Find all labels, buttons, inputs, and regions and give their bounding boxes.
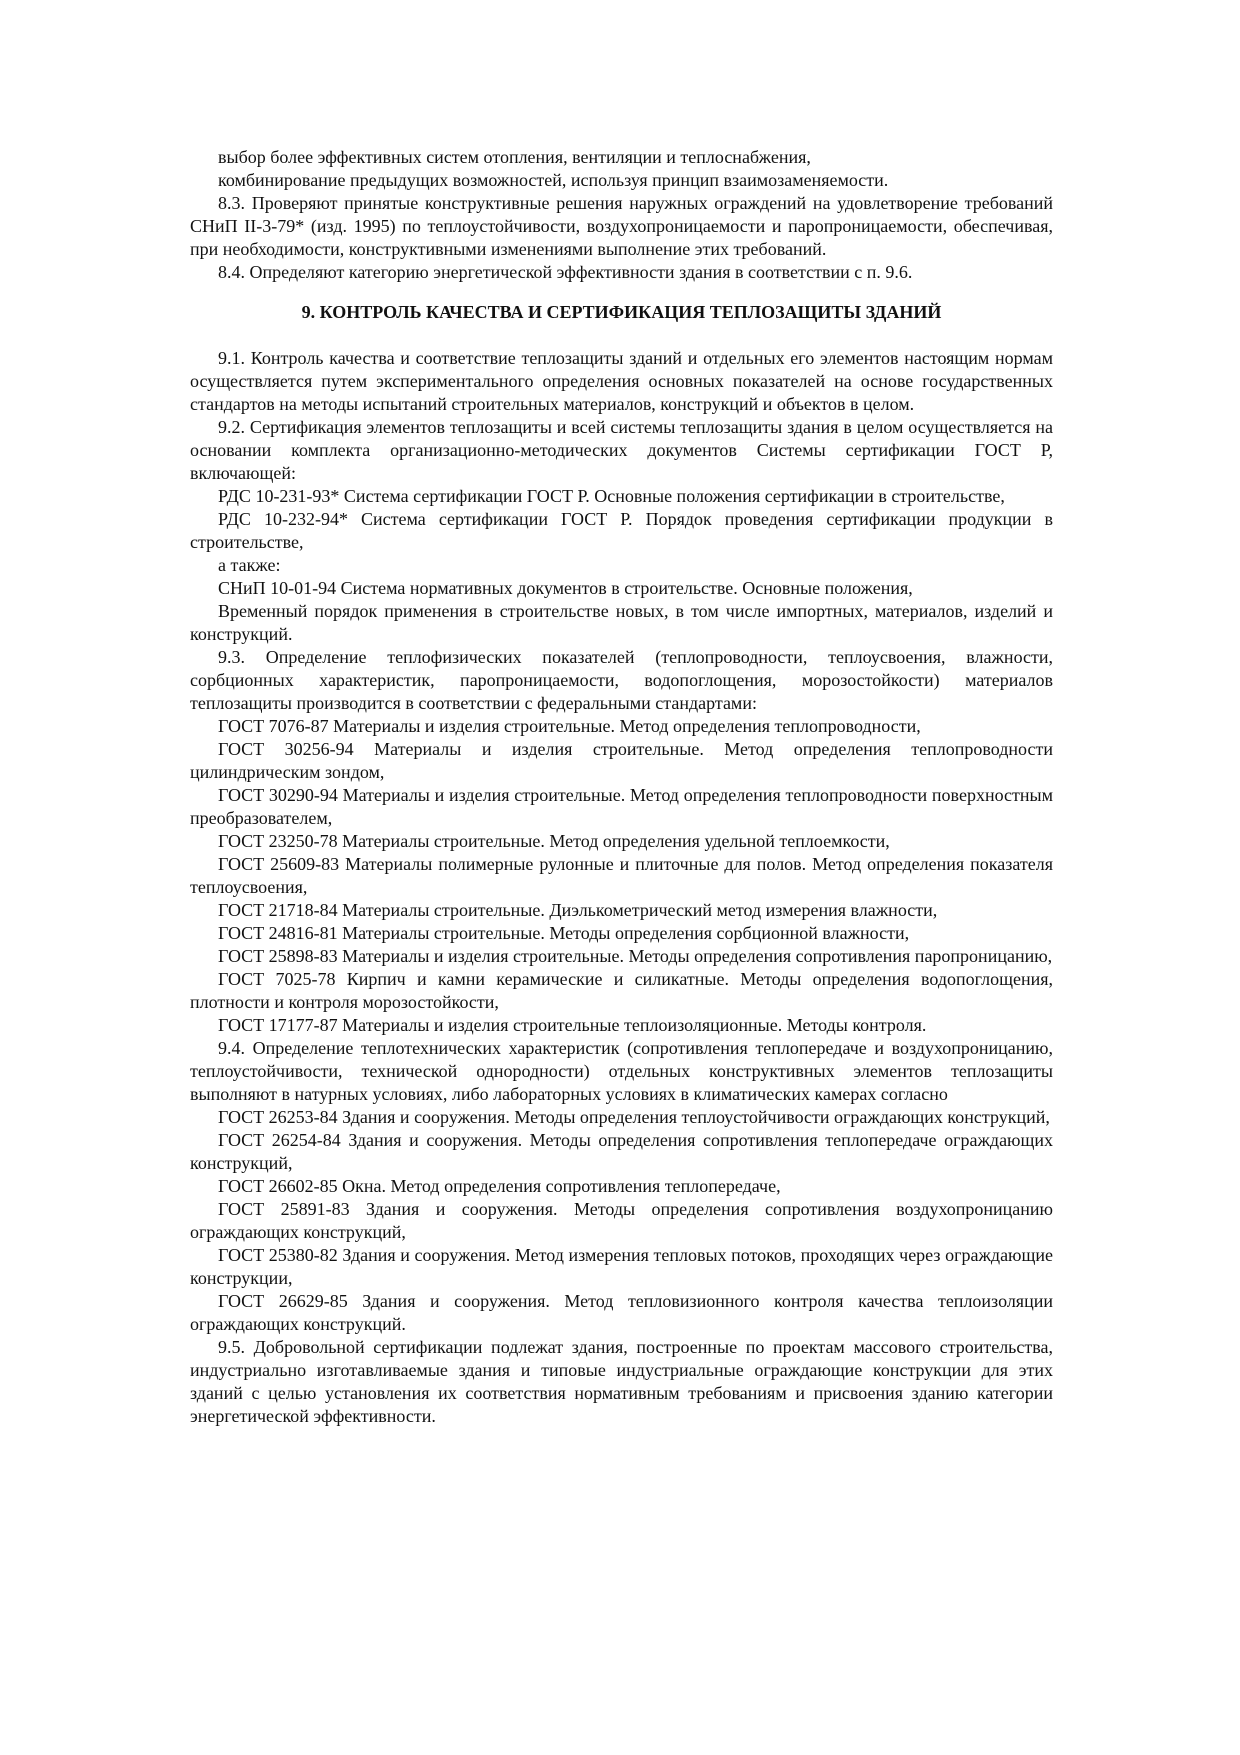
paragraph-9-1: 9.1. Контроль качества и соответствие теплозащиты зданий и отдельных его элементов настоящим нормам осуществляется путем экспериментального определения основных показателей на основе государственных стандартов на методы испытаний строительных материалов, конструкций и объектов в целом. [190,348,1053,414]
paragraph-combination: комбинирование предыдущих возможностей, используя принцип взаимозаменяемости. [218,170,889,190]
paragraph-9-4: 9.4. Определение теплотехнических характеристик (сопротивления теплопередаче и воздухопроницанию, теплоустойчивости, технической однородности) отдельных конструктивных элементов теплозащиты выполняют в натурных условиях, либо лабораторных условиях в климатических камерах согласно [190,1038,1053,1104]
list-item-gost-7025: ГОСТ 7025-78 Кирпич и камни керамические и силикатные. Методы определения водопоглощения, плотности и контроля морозостойкости, [190,969,1053,1012]
list-item-gost-24816: ГОСТ 24816-81 Материалы строительные. Методы определения сорбционной влажности, [218,923,910,943]
list-item-gost-25380: ГОСТ 25380-82 Здания и сооружения. Метод измерения тепловых потоков, проходящих через ограждающие конструкции, [190,1245,1053,1288]
list-item-snip-10-01: СНиП 10-01-94 Система нормативных документов в строительстве. Основные положения, [218,578,913,598]
paragraph-8-4: 8.4. Определяют категорию энергетической эффективности здания в соответствии с п. 9.6. [218,262,913,282]
list-item-gost-26254: ГОСТ 26254-84 Здания и сооружения. Методы определения сопротивления теплопередаче ограждающих конструкций, [190,1130,1053,1173]
list-item-gost-7076: ГОСТ 7076-87 Материалы и изделия строительные. Метод определения теплопроводности, [218,716,921,736]
list-item-gost-26253: ГОСТ 26253-84 Здания и сооружения. Методы определения теплоустойчивости ограждающих конструкций, [218,1107,1050,1127]
list-item-gost-21718: ГОСТ 21718-84 Материалы строительные. Диэлькометрический метод измерения влажности, [218,900,938,920]
list-item-gost-30290: ГОСТ 30290-94 Материалы и изделия строительные. Метод определения теплопроводности поверхностным преобразователем, [190,785,1053,828]
list-item-rds-232: РДС 10-232-94* Система сертификации ГОСТ Р. Порядок проведения сертификации продукции в строительстве, [190,509,1053,552]
list-item-gost-26602: ГОСТ 26602-85 Окна. Метод определения сопротивления теплопередаче, [218,1176,781,1196]
section-9-body [190,347,1053,1428]
list-item-gost-25891: ГОСТ 25891-83 Здания и сооружения. Методы определения сопротивления воздухопроницанию ограждающих конструкций, [190,1199,1053,1242]
document-page [190,146,1053,1428]
list-item-gost-25898: ГОСТ 25898-83 Материалы и изделия строительные. Методы определения сопротивления паропроницанию, [218,946,1053,966]
paragraph-9-5: 9.5. Добровольной сертификации подлежат здания, построенные по проектам массового строительства, индустриально изготавливаемые здания и типовые индустриальные ограждающие конструкции для этих зданий с целью установления их соответствия нормативным требованиям и присвоения зданию категории энергетической эффективности. [190,1337,1053,1426]
list-item-gost-26629: ГОСТ 26629-85 Здания и сооружения. Метод тепловизионного контроля качества теплоизоляции ограждающих конструкций. [190,1291,1053,1334]
paragraph-9-3: 9.3. Определение теплофизических показателей (теплопроводности, теплоусвоения, влажности, сорбционных характеристик, паропроницаемости, водопоглощения, морозостойкости) материалов теплозащиты производится в соответствии с федеральными стандартами: [190,647,1053,713]
list-item-rds-231: РДС 10-231-93* Система сертификации ГОСТ Р. Основные положения сертификации в строительстве, [218,486,1005,506]
list-item-gost-25609: ГОСТ 25609-83 Материалы полимерные рулонные и плиточные для полов. Метод определения показателя теплоусвоения, [190,854,1053,897]
list-item-gost-17177: ГОСТ 17177-87 Материалы и изделия строительные теплоизоляционные. Методы контроля. [218,1015,927,1035]
list-item-gost-23250: ГОСТ 23250-78 Материалы строительные. Метод определения удельной теплоемкости, [218,831,890,851]
paragraph-8-3: 8.3. Проверяют принятые конструктивные решения наружных ограждений на удовлетворение требований СНиП II-3-79* (изд. 1995) по теплоустойчивости, воздухопроницаемости и паропроницаемости, обеспечивая, при необходимости, конструктивными изменениями выполнение этих требований. [190,193,1053,259]
paragraphs-before-section [190,146,1053,284]
paragraph-9-2: 9.2. Сертификация элементов теплозащиты и всей системы теплозащиты здания в целом осуществляется на основании комплекта организационно-методических документов Системы сертификации ГОСТ Р, включающей: [190,417,1053,483]
list-item-gost-30256: ГОСТ 30256-94 Материалы и изделия строительные. Метод определения теплопроводности цилиндрическим зондом, [190,739,1053,782]
paragraph-also: а также: [218,555,281,575]
list-item-temporary-order: Временный порядок применения в строительстве новых, в том числе импортных, материалов, изделий и конструкций. [190,601,1053,644]
paragraph-heating-choice: выбор более эффективных систем отопления, вентиляции и теплоснабжения, [218,147,811,167]
section-heading-9: 9. КОНТРОЛЬ КАЧЕСТВА И СЕРТИФИКАЦИЯ ТЕПЛОЗАЩИТЫ ЗДАНИЙ [301,302,942,322]
